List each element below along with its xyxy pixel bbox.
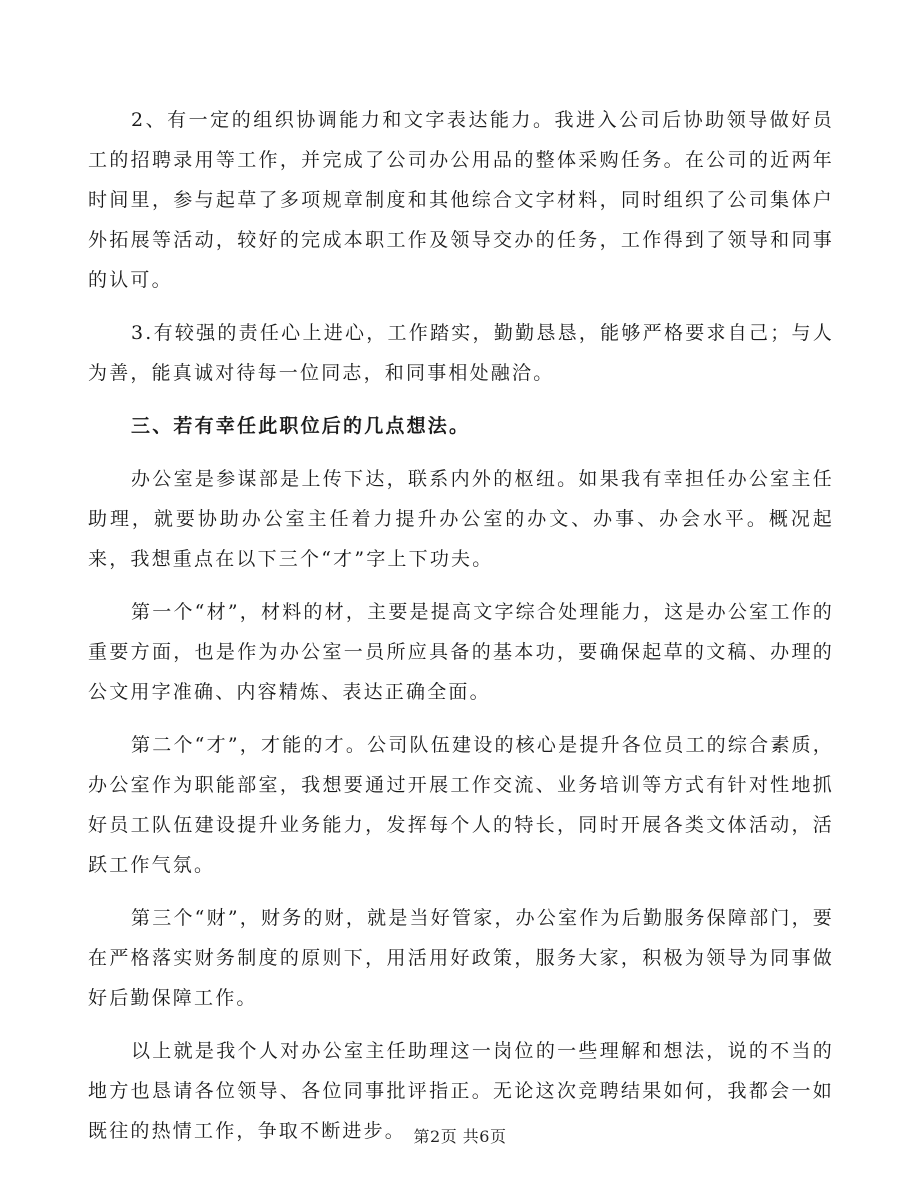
section-heading-ideas: 三、若有幸任此职位后的几点想法。 (131, 415, 471, 437)
paragraph-office-role: 办公室是参谋部是上传下达，联系内外的枢纽。如果我有幸担任办公室主任助理，就要协助办公室主任着力提升办公室的办文、办事、办会水平。概况起来，我想重点在以下三个“才”字上下功夫。 (88, 468, 834, 570)
page-number-footer: 第2页 共6页 (413, 1127, 507, 1146)
paragraph-first-cai: 第一个“材”，材料的材，主要是提高文字综合处理能力，这是办公室工作的重要方面，也是作为办公室一员所应具备的基本功，要确保起草的文稿、办理的公文用字准确、内容精炼、表达正确全面。 (88, 601, 834, 703)
paragraph-second-cai: 第二个“才”，才能的才。公司队伍建设的核心是提升各位员工的综合素质，办公室作为职能部室，我想要通过开展工作交流、业务培训等方式有针对性地抓好员工队伍建设提升业务能力，发挥每个人的特长，同时开展各类文体活动，活跃工作气氛。 (88, 734, 834, 876)
document-body (88, 100, 834, 1164)
paragraph-third-cai: 第三个“财”，财务的财，就是当好管家，办公室作为后勤服务保障部门，要在严格落实财务制度的原则下，用活用好政策，服务大家，积极为领导为同事做好后勤保障工作。 (88, 907, 834, 1009)
paragraph-qualification-3: 3.有较强的责任心上进心，工作踏实，勤勤恳恳，能够严格要求自己；与人为善，能真诚对待每一位同志，和同事相处融洽。 (88, 322, 834, 384)
paragraph-qualification-2: 2、有一定的组织协调能力和文字表达能力。我进入公司后协助领导做好员工的招聘录用等工作，并完成了公司办公用品的整体采购任务。在公司的近两年时间里，参与起草了多项规章制度和其他综合文字材料，同时组织了公司集体户外拓展等活动，较好的完成本职工作及领导交办的任务，工作得到了领导和同事的认可。 (88, 109, 834, 291)
paragraph-conclusion: 以上就是我个人对办公室主任助理这一岗位的一些理解和想法，说的不当的地方也恳请各位领导、各位同事批评指正。无论这次竞聘结果如何，我都会一如既往的热情工作，争取不断进步。 (88, 1040, 834, 1142)
